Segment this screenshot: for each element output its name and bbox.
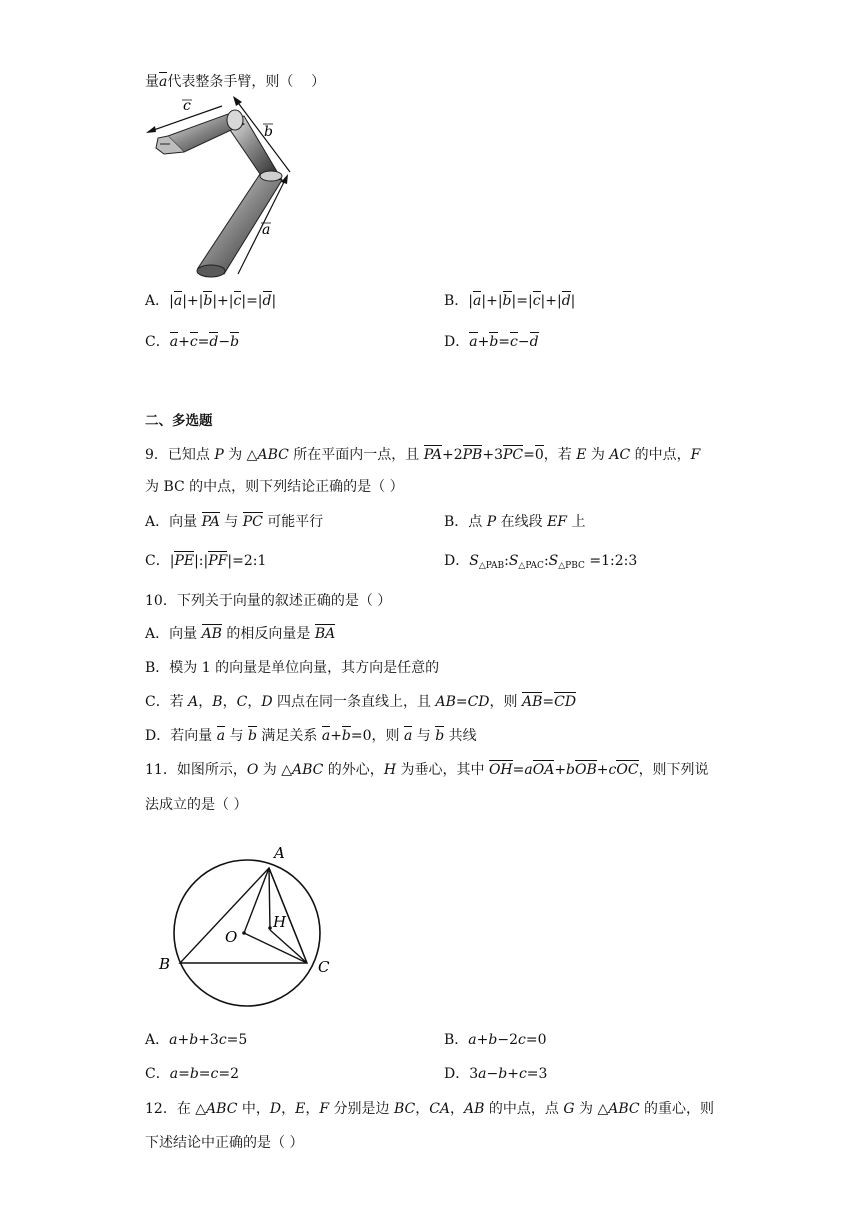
- point-a-label: A: [274, 844, 285, 862]
- point-c-label: C: [318, 958, 330, 976]
- q11-option-b[interactable]: B．a+b−2c=0: [444, 1032, 547, 1048]
- q11-stem-line1: 11．如图所示，O 为 △ABC 的外心，H 为垂心，其中 OH=aOA+bOB+cOC，则下列说: [145, 762, 709, 778]
- q9-option-c[interactable]: C．|PE|:|PF|=2:1: [145, 553, 267, 569]
- q9-stem-line1: 9．已知点 P 为 △ABC 所在平面内一点，且 PA+2PB+3PC=0，若 E 为 AC 的中点，F: [145, 447, 701, 463]
- label-b: b: [264, 124, 273, 140]
- q11-option-c[interactable]: C．a=b=c=2: [145, 1066, 239, 1082]
- q8-option-a[interactable]: A．|a|+|b|+|c|=|d|: [145, 293, 277, 309]
- q10-option-c[interactable]: C．若 A，B，C，D 四点在同一条直线上，且 AB=CD，则 AB=CD: [145, 694, 577, 710]
- label-c: c: [183, 98, 191, 114]
- arm-figure: [140, 92, 310, 284]
- q11-option-d[interactable]: D．3a−b+c=3: [444, 1066, 548, 1082]
- q9-option-a[interactable]: A．向量 PA 与 PC 可能平行: [145, 514, 324, 530]
- q9-option-b[interactable]: B．点 P 在线段 EF 上: [444, 514, 586, 530]
- q10-stem: 10．下列关于向量的叙述正确的是（ ）: [145, 593, 392, 609]
- circumcircle-figure: [150, 838, 350, 1008]
- q9-stem-line2: 为 BC 的中点，则下列结论正确的是（ ）: [145, 479, 404, 495]
- q11-option-a[interactable]: A．a+b+3c=5: [145, 1032, 248, 1048]
- q9-option-d[interactable]: D．$S_{\triangle PAB}:S_{\triangle PAC}:S_{\triangle PBC}$ =1:2:3: [444, 553, 638, 571]
- q10-option-a[interactable]: A．向量 AB 的相反向量是 BA: [145, 626, 336, 642]
- q10-option-b[interactable]: B．模为 1 的向量是单位向量，其方向是任意的: [145, 660, 440, 676]
- q8-option-b[interactable]: B．|a|+|b|=|c|+|d|: [444, 293, 576, 309]
- point-o-label: O: [225, 928, 238, 946]
- q11-stem-line2: 法成立的是（ ）: [145, 797, 248, 813]
- q12-stem-line2: 下述结论中正确的是（ ）: [145, 1135, 304, 1151]
- q8-option-d[interactable]: D．a+b=c−d: [444, 334, 539, 350]
- q8-option-c[interactable]: C．a+c=d−b: [145, 334, 240, 350]
- q12-stem-line1: 12．在 △ABC 中，D，E，F 分别是边 BC，CA，AB 的中点，点 G 为 △ABC 的重心，则: [145, 1101, 715, 1117]
- label-a: a: [262, 222, 271, 238]
- q10-option-d[interactable]: D．若向量 a 与 b 满足关系 a+b=0，则 a 与 b 共线: [145, 728, 477, 744]
- section-heading: 二、多选题: [145, 413, 213, 429]
- q8-stem-tail: 量a代表整条手臂，则（ ）: [145, 74, 326, 90]
- point-h-label: H: [273, 913, 287, 931]
- point-b-label: B: [159, 955, 171, 973]
